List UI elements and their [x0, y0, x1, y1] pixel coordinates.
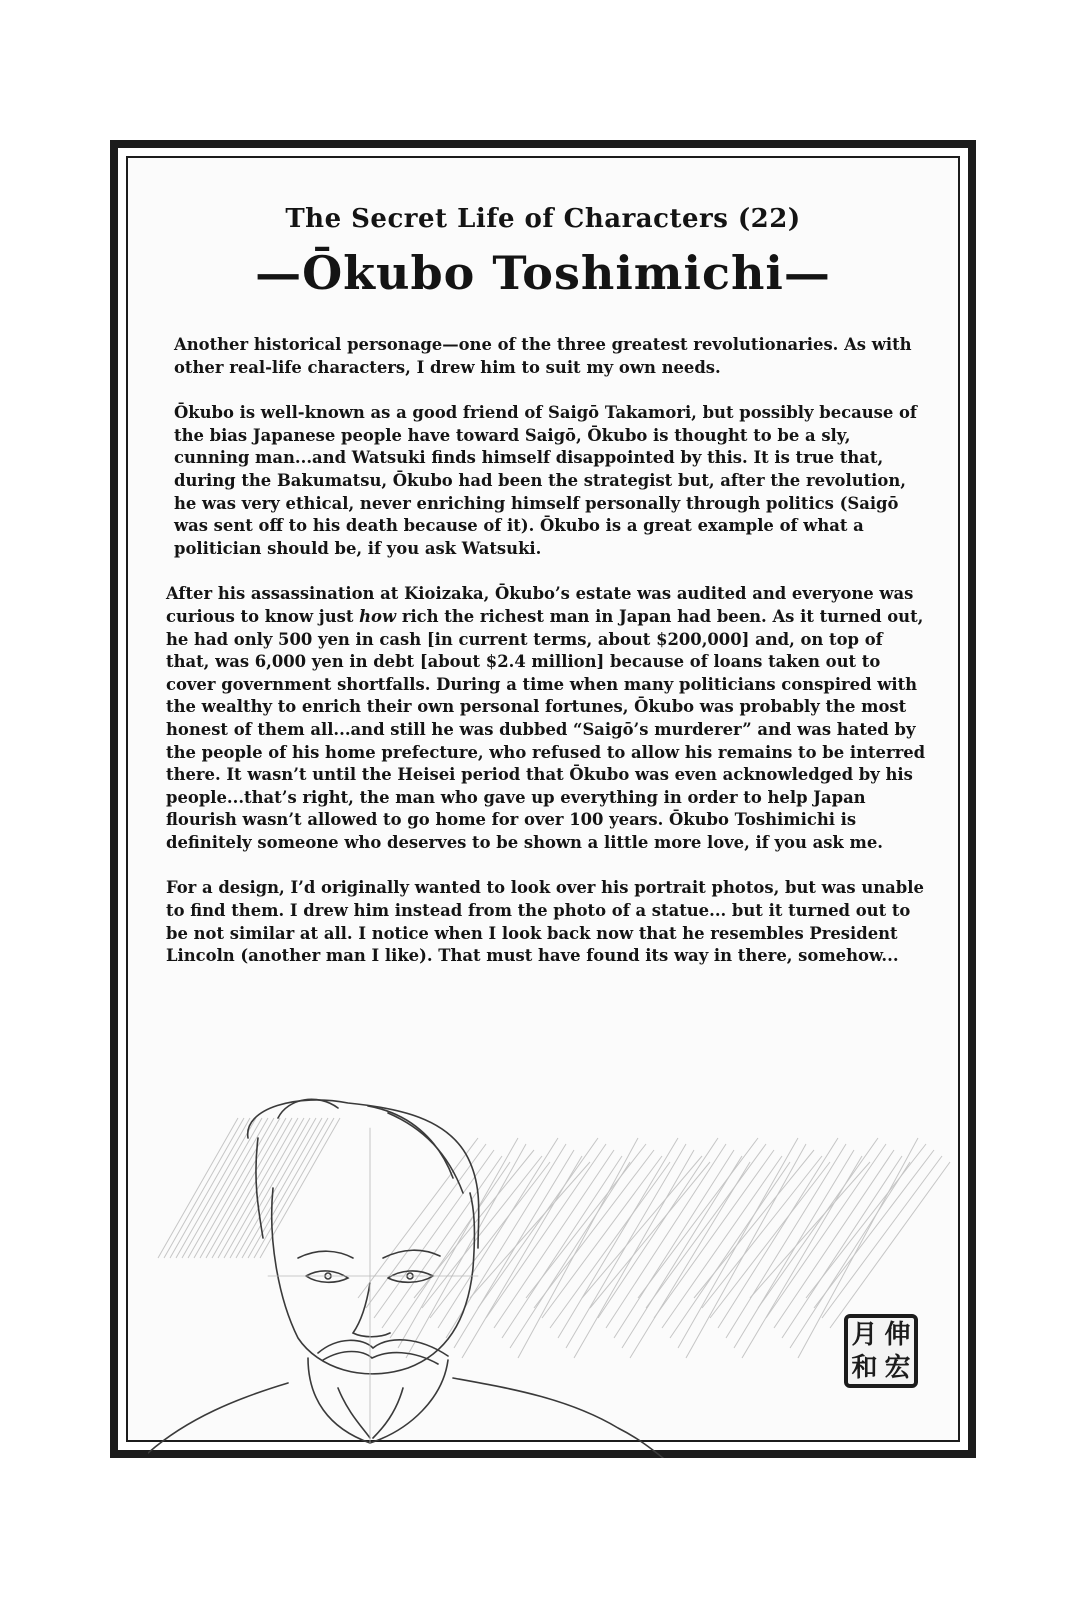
seal-char: 伸 — [884, 1319, 911, 1350]
seal-char: 和 — [851, 1352, 878, 1383]
page-frame-inner — [126, 156, 960, 1442]
paragraph-design: For a design, I’d originally wanted to look over his portrait photos, but was unable to find them. I drew him instead from the photo of a statue... but it turned out to be not similar at all. I notice when I look back now that he resembles President Lincoln (another man I like). That must have found its way in there, somehow... — [166, 878, 924, 966]
paragraph-estate — [166, 583, 928, 854]
paragraph-intro: Another historical personage—one of the three greatest revolutionaries. As with other real-life characters, I drew him to suit my own needs. — [174, 335, 912, 377]
paragraph-reputation: Ōkubo is well-known as a good friend of Saigō Takamori, but possibly because of the bias Japanese people have toward Saigō, Ōkubo is thought to be a sly, cunning man...and Watsuki finds himself disappointed by this. It is true that, during the Bakumatsu, Ōkubo had been the strategist but, after the revolution, he was very ethical, never enriching himself personally through politics (Saigō was sent off to his death because of it). Ōkubo is a great example of what a politician should be, if you ask Watsuki. — [174, 403, 917, 558]
page-frame — [110, 140, 976, 1458]
artist-seal-stamp — [844, 1314, 918, 1388]
character-name-title: —Ōkubo Toshimichi— — [255, 246, 831, 300]
paragraph-estate-emphasis: how — [359, 606, 397, 626]
section-title: The Secret Life of Characters (22) — [285, 204, 801, 234]
portrait-sketch-icon — [148, 1098, 968, 1458]
paragraph-estate-before: After his assassination at Kioizaka, Ōkubo’s estate was audited and everyone was curious to know just — [166, 584, 914, 626]
seal-char: 月 — [851, 1319, 878, 1350]
seal-char: 宏 — [884, 1352, 911, 1383]
body-text — [166, 334, 928, 991]
paragraph-estate-after: rich the richest man in Japan had been. As it turned out, he had only 500 yen in cash [in current terms, about $200,000] and, on top of that, was 6,000 yen in debt [about $2.4 million] because of loans taken out to cover government shortfalls. During a time when many politicians conspired with the wealthy to enrich their own personal fortunes, Ōkubo was probably the most honest of them all...and still he was dubbed “Saigō’s murderer” and was hated by the people of his home prefecture, who refused to allow his remains to be interred there. It wasn’t until the Heisei period that Ōkubo was even acknowledged by his people...that’s right, the man who gave up everything in order to help Japan flourish wasn’t allowed to go home for over 100 years. Ōkubo Toshimichi is definitely someone who deserves to be shown a little more love, if you ask me. — [166, 606, 926, 852]
